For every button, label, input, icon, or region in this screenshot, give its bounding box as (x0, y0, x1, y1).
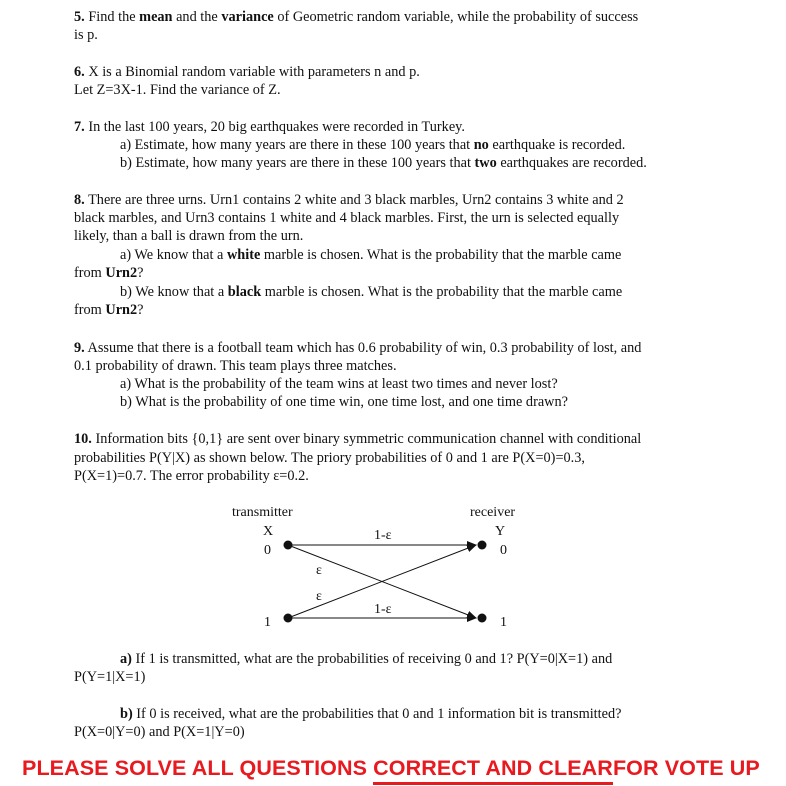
q8-part-b-cont (74, 301, 144, 319)
q8-line2: black marbles, and Urn3 contains 1 white and 4 black marbles. First, the urn is selected equally (74, 210, 620, 226)
transmitter-node-0 (284, 541, 293, 550)
q8-b-text: b) We know that a (120, 284, 228, 300)
q10-a-text: If 1 is transmitted, what are the probabilities of receiving 0 and 1? P(Y=0|X=1) and (131, 651, 613, 667)
q5-text: Find the (88, 9, 140, 25)
banner-part1: PLEASE SOLVE ALL QUESTIONS (22, 756, 374, 780)
transmitter-node-1 (284, 614, 293, 623)
q9-line2: 0.1 probability of drawn. This team plays three matches. (74, 358, 397, 374)
vote-up-banner (22, 756, 760, 781)
q8-a-from: from (74, 265, 106, 281)
q9-line1 (74, 339, 641, 357)
q8-b-bold: black (227, 284, 262, 300)
q5-number: 5. (74, 9, 85, 25)
receiver-node-0 (478, 541, 487, 550)
q8-part-b (120, 283, 622, 301)
q8-a-text: marble is chosen. What is the probability that the marble came (260, 247, 622, 263)
q5-text: of Geometric random variable, while the probability of success (273, 9, 639, 25)
q7-b-bold: two (474, 155, 497, 171)
q10-part-b (120, 705, 621, 723)
q8-part-a (120, 246, 621, 264)
cross-upper-prob: ε (316, 563, 322, 578)
q6-line1 (74, 63, 420, 81)
q7-line1 (74, 118, 465, 136)
q10-part-b-cont: P(X=0|Y=0) and P(X=1|Y=0) (74, 724, 245, 740)
bottom-edge-prob: 1-ε (374, 602, 392, 617)
q8-b-from: from (74, 302, 106, 318)
x1-label: 1 (264, 615, 271, 630)
q7-number: 7. (74, 119, 85, 135)
q7-a-text: a) Estimate, how many years are there in these 100 years that (120, 137, 474, 153)
q6-line2: Let Z=3X-1. Find the variance of Z. (74, 82, 281, 98)
x-label: X (263, 524, 274, 539)
q6-number: 6. (74, 64, 85, 80)
q8-a-text: a) We know that a (120, 247, 227, 263)
receiver-label: receiver (470, 505, 516, 520)
q10-a-label: a) (120, 651, 132, 667)
q7-a-bold: no (473, 137, 489, 153)
q10-line2: probabilities P(Y|X) as shown below. The priory probabilities of 0 and 1 are P(X=0)=0.3, (74, 450, 585, 466)
q8-text: There are three urns. Urn1 contains 2 white and 3 black marbles, Urn2 contains 3 white and 2 (88, 192, 624, 208)
q9-text: Assume that there is a football team which has 0.6 probability of win, 0.3 probability of lost, and (87, 340, 642, 356)
q9-part-a: a) What is the probability of the team wins at least two times and never lost? (120, 376, 558, 392)
q8-a-urn: Urn2 (105, 265, 138, 281)
q8-a-bold: white (226, 247, 261, 263)
q6-text: X is a Binomial random variable with parameters n and p. (88, 64, 420, 80)
banner-underlined: CORRECT AND CLEAR (373, 756, 613, 780)
q10-text: Information bits {0,1} are sent over binary symmetric communication channel with conditional (95, 431, 642, 447)
q5-line1 (74, 8, 638, 26)
q5-variance: variance (221, 9, 274, 25)
banner-part3: FOR VOTE UP (612, 756, 760, 780)
q7-part-a (120, 136, 625, 154)
q8-line3: likely, than a ball is drawn from the urn. (74, 228, 304, 244)
q8-b-qmark: ? (137, 302, 144, 318)
q10-line3: P(X=1)=0.7. The error probability ε=0.2. (74, 468, 309, 484)
transmitter-label: transmitter (232, 505, 293, 520)
q7-text: In the last 100 years, 20 big earthquakes were recorded in Turkey. (88, 119, 465, 135)
q8-part-a-cont (74, 264, 144, 282)
top-edge-prob: 1-ε (374, 528, 392, 543)
q8-b-urn: Urn2 (105, 302, 138, 318)
y-label: Y (495, 524, 506, 539)
q10-number: 10. (74, 431, 92, 447)
q7-b-text: b) Estimate, how many years are there in these 100 years that (120, 155, 475, 171)
q8-b-text: marble is chosen. What is the probability that the marble came (261, 284, 623, 300)
receiver-node-1 (478, 614, 487, 623)
q10-b-text: If 0 is received, what are the probabilities that 0 and 1 information bit is transmitted? (132, 706, 622, 722)
binary-symmetric-channel-diagram (220, 500, 540, 640)
q8-a-qmark: ? (137, 265, 144, 281)
q7-b-text: earthquakes are recorded. (496, 155, 647, 171)
q7-a-text: earthquake is recorded. (488, 137, 626, 153)
q8-line1 (74, 191, 624, 209)
q10-part-a-cont: P(Y=1|X=1) (74, 669, 146, 685)
q5-text: and the (172, 9, 222, 25)
q9-part-b: b) What is the probability of one time win, one time lost, and one time drawn? (120, 394, 568, 410)
q9-number: 9. (74, 340, 85, 356)
q7-part-b (120, 154, 647, 172)
q10-line1 (74, 430, 641, 448)
q8-number: 8. (74, 192, 85, 208)
q5-line2: is p. (74, 27, 98, 43)
x0-label: 0 (264, 543, 271, 558)
y1-label: 1 (500, 615, 507, 630)
cross-lower-prob: ε (316, 589, 322, 604)
q5-mean: mean (139, 9, 173, 25)
q10-part-a (120, 650, 612, 668)
q10-b-label: b) (120, 706, 133, 722)
y0-label: 0 (500, 543, 507, 558)
